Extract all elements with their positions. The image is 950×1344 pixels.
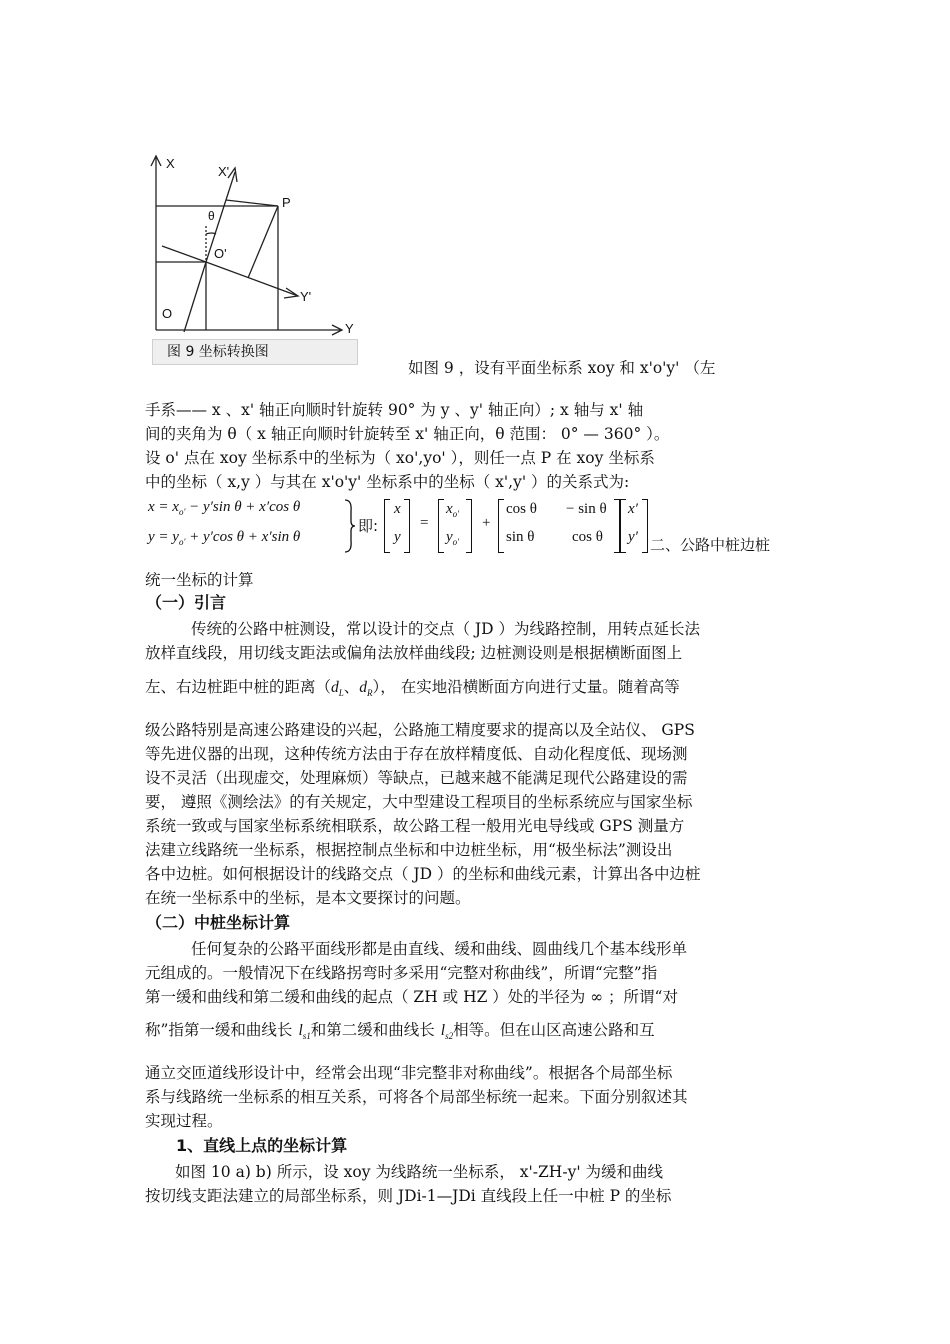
symbol-ls2-sub: s2 bbox=[445, 1031, 454, 1042]
vector2-top-sub: o' bbox=[452, 509, 460, 519]
p-to-y-prime-projection bbox=[248, 206, 278, 278]
paragraph-line: 实现过程。 bbox=[145, 1112, 223, 1130]
bracket bbox=[438, 499, 444, 553]
symbol-ls2: l bbox=[440, 1022, 446, 1039]
symbol-ls1: l bbox=[298, 1022, 303, 1039]
vector2-bottom-sub: o' bbox=[452, 537, 460, 547]
symbol-dl-sub: L bbox=[338, 688, 344, 699]
bracket bbox=[620, 499, 626, 553]
vector1-bottom: y bbox=[394, 529, 401, 545]
paragraph-line: 第一缓和曲线和第二缓和曲线的起点（ ZH 或 HZ ）处的半径为 ∞ ；所谓“对 bbox=[145, 988, 678, 1006]
paragraph-line: 各中边桩。如何根据设计的线路交点（ JD ）的坐标和曲线元素，计算出各中边桩 bbox=[145, 865, 701, 883]
equals-sign: = bbox=[420, 515, 429, 531]
subheading-mid-stake: （二）中桩坐标计算 bbox=[146, 913, 291, 932]
bracket bbox=[466, 499, 472, 553]
ji-label: 即: bbox=[358, 517, 379, 535]
vector2-top-var: x bbox=[446, 501, 453, 517]
label-y-prime: Y' bbox=[300, 289, 312, 304]
mid-text: 相等。但在山区高速公路和互 bbox=[453, 1021, 655, 1039]
paragraph-line: 放样直线段，用切线支距法或偏角法放样曲线段; 边桩测设则是根据横断面图上 bbox=[145, 644, 683, 662]
label-x-prime: X' bbox=[218, 164, 230, 179]
matrix-12: − sin θ bbox=[566, 501, 607, 517]
eq-y-sub: o' bbox=[178, 537, 186, 547]
paragraph-line: 设不灵活（出现虚交，处理麻烦）等缺点，已越来越不能满足现代公路建设的需 bbox=[145, 769, 688, 787]
eq-y-rest: + y′cos θ + x′sin θ bbox=[185, 529, 301, 545]
subheading-straight-line: 1、直线上点的坐标计算 bbox=[176, 1136, 348, 1155]
bracket bbox=[404, 499, 410, 553]
paragraph-line: 元组成的。一般情况下在线路拐弯时多采用“完整对称曲线”，所谓“完整”指 bbox=[145, 964, 658, 982]
paragraph-line bbox=[145, 1018, 810, 1048]
paragraph-line: 传统的公路中桩测设，常以设计的交点（ JD ）为线路控制，用转点延长法 bbox=[191, 620, 700, 638]
bracket bbox=[384, 499, 390, 553]
label-y: Y bbox=[345, 321, 354, 336]
bracket bbox=[498, 499, 504, 553]
symbol-ls1-sub: s1 bbox=[302, 1031, 311, 1042]
p-to-x-prime-projection bbox=[226, 200, 278, 206]
paragraph-line: 按切线支距法建立的局部坐标系，则 JDi-1—JDi 直线段上任一中桩 P 的坐标 bbox=[145, 1187, 672, 1205]
equation-x bbox=[148, 499, 300, 517]
intro-text: 左、右边桩距中桩的距离（ bbox=[145, 678, 332, 696]
paragraph-line: 中的坐标（ x,y ）与其在 x'o'y' 坐标系中的坐标（ x',y' ）的关系式为: bbox=[145, 473, 630, 491]
figure-caption: 图 9 坐标转换图 bbox=[152, 339, 358, 365]
equation-y bbox=[148, 529, 300, 547]
symbol-dl: d bbox=[331, 679, 339, 696]
y-prime-axis-extension bbox=[162, 246, 206, 262]
theta-arc bbox=[206, 233, 216, 234]
vector2-bottom bbox=[446, 529, 459, 547]
label-o: O bbox=[162, 306, 173, 321]
paragraph-line: 设 o' 点在 xoy 坐标系中的坐标为（ xo',yo' ），则任一点 P 在 xoy 坐标系 bbox=[145, 449, 655, 467]
label-p: P bbox=[282, 195, 291, 210]
paragraph-line: 在统一坐标系中的坐标，是本文要探讨的问题。 bbox=[145, 889, 471, 907]
mid-text: 和第二缓和曲线长 bbox=[310, 1021, 435, 1039]
eq-x-rest: − y′sin θ + x′cos θ bbox=[185, 499, 301, 515]
paragraph-line bbox=[145, 675, 810, 705]
paragraph-line: 如图 10 a) b) 所示，设 xoy 为线路统一坐标系， x'-ZH-y' 为缓和曲线 bbox=[175, 1163, 664, 1181]
vector2-bottom-var: y bbox=[446, 529, 453, 545]
vector3-bottom: y′ bbox=[628, 529, 638, 545]
label-x: X bbox=[166, 156, 175, 171]
label-theta: θ bbox=[208, 209, 215, 223]
vector1-top: x bbox=[394, 501, 401, 517]
transform-formula bbox=[148, 497, 808, 559]
paragraph-line: 级公路特别是高速公路建设的兴起，公路施工精度要求的提高以及全站仪、 GPS bbox=[145, 721, 695, 739]
matrix-22: cos θ bbox=[572, 529, 603, 545]
paragraph-line: 系与线路统一坐标系的相互关系，可将各个局部坐标统一起来。下面分别叙述其 bbox=[145, 1088, 688, 1106]
vector3-top: x′ bbox=[628, 501, 638, 517]
paragraph-line: 手系—— x 、x' 轴正向顺时针旋转 90° 为 y 、y' 轴正向）; x 轴与 x' 轴 bbox=[145, 401, 644, 419]
vector2-top bbox=[446, 501, 459, 519]
mid-text: 称”指第一缓和曲线长 bbox=[145, 1021, 293, 1039]
x-prime-axis-extension bbox=[184, 262, 206, 332]
right-brace bbox=[344, 499, 356, 553]
section-title-part1: 二、公路中桩边桩 bbox=[650, 536, 771, 554]
paragraph-line: 等先进仪器的出现，这种传统方法由于存在放样精度低、自动化程度低、现场测 bbox=[145, 745, 688, 763]
bracket bbox=[642, 499, 648, 553]
separator: 、 bbox=[343, 678, 360, 696]
eq-x-sub: o' bbox=[178, 507, 186, 517]
coordinate-transform-figure bbox=[140, 150, 380, 345]
intro-text: ）， 在实地沿横断面方向进行丈量。随着高等 bbox=[372, 678, 680, 696]
subheading-intro: （一）引言 bbox=[146, 593, 227, 612]
symbol-dr: d bbox=[359, 679, 368, 696]
plus-sign: + bbox=[482, 515, 491, 531]
matrix-21: sin θ bbox=[506, 529, 535, 545]
paragraph-line: 如图 9 ，设有平面坐标系 xoy 和 x'o'y' （左 bbox=[408, 359, 716, 377]
paragraph-line: 法建立线路统一坐标系，根据控制点坐标和中边桩坐标，用“极坐标法”测设出 bbox=[145, 841, 673, 859]
paragraph-line: 通立交匝道线形设计中，经常会出现“非完整非对称曲线”。根据各个局部坐标 bbox=[145, 1064, 673, 1082]
paragraph-line: 任何复杂的公路平面线形都是由直线、缓和曲线、圆曲线几个基本线形单 bbox=[191, 940, 688, 958]
paragraph-line: 系统一致或与国家坐标系统相联系，故公路工程一般用光电导线或 GPS 测量方 bbox=[145, 817, 685, 835]
section-title-part2: 统一坐标的计算 bbox=[145, 571, 254, 589]
eq-x-lhs: x = x bbox=[148, 499, 179, 515]
paragraph-line: 要， 遵照《测绘法》的有关规定，大中型建设工程项目的坐标系统应与国家坐标 bbox=[145, 793, 693, 811]
eq-y-lhs: y = y bbox=[148, 529, 179, 545]
label-o-prime: O' bbox=[214, 246, 227, 261]
symbol-dr-sub: R bbox=[367, 688, 373, 699]
paragraph-line: 间的夹角为 θ（ x 轴正向顺时针旋转至 x' 轴正向，θ 范围： 0° — 360° ）。 bbox=[145, 425, 670, 443]
matrix-11: cos θ bbox=[506, 501, 537, 517]
